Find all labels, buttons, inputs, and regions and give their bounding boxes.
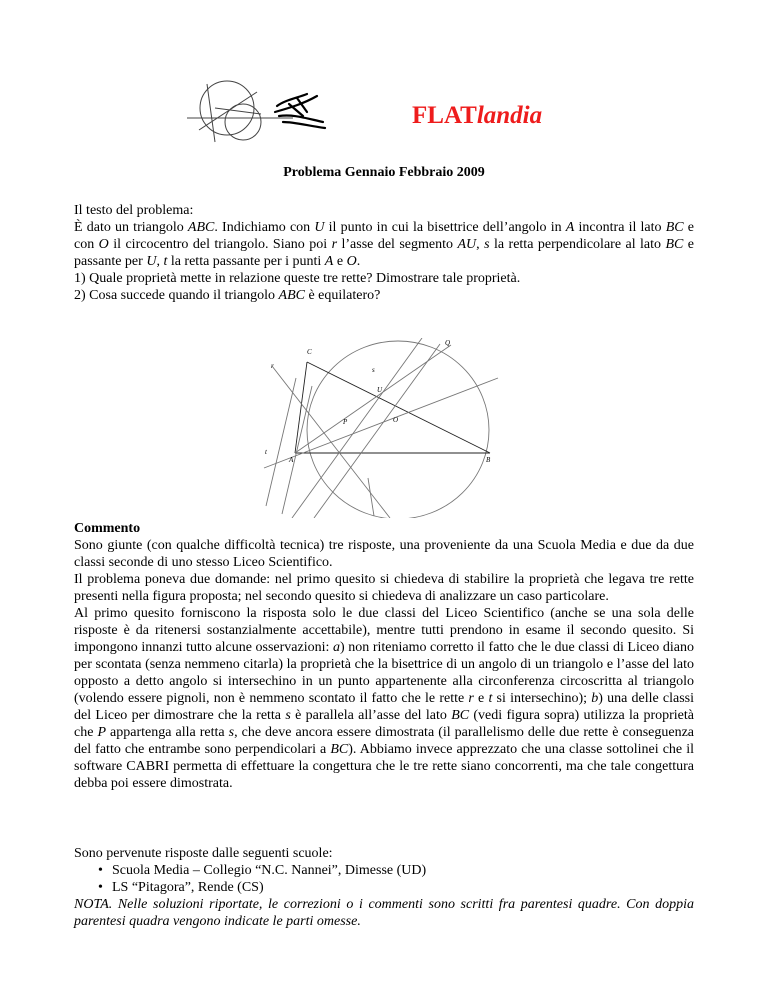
nota: NOTA. Nelle soluzioni riportate, le correzioni o i commenti sono scritti fra parentesi quadre. Con doppia parentesi quadra vengono indicate le parti omesse.	[74, 897, 694, 929]
bullet-icon: •	[98, 863, 103, 878]
problem-statement	[74, 202, 694, 304]
schools-section	[74, 845, 694, 930]
brand-title	[412, 103, 542, 128]
list-item: • Scuola Media – Collegio “N.C. Nannei”, Dimesse (UD)	[98, 863, 427, 878]
page-title: Problema Gennaio Febbraio 2009	[283, 165, 485, 180]
problem-intro: Il testo del problema:	[74, 203, 194, 218]
question-2: 2) Cosa succede quando il triangolo ABC è equilatero?	[74, 288, 381, 303]
label-c: C	[307, 348, 312, 356]
label-t: t	[265, 448, 267, 456]
side-ac	[295, 362, 307, 453]
label-q: Q	[445, 339, 451, 347]
side-line-1	[266, 378, 296, 506]
schools-intro: Sono pervenute risposte dalle seguenti scuole:	[74, 846, 333, 861]
comment-section	[74, 520, 694, 792]
label-u: U	[377, 386, 383, 394]
schools-list	[74, 862, 694, 896]
circumcircle	[307, 341, 489, 518]
label-p: P	[343, 418, 348, 426]
brand-landia: landia	[476, 102, 543, 129]
list-item: • LS “Pitagora”, Rende (CS)	[98, 880, 264, 895]
label-b: B	[486, 456, 491, 464]
label-a: A	[289, 456, 294, 464]
label-o: O	[393, 416, 399, 424]
bullet-icon: •	[98, 880, 103, 895]
label-r: r	[271, 362, 274, 370]
brand-flat: FLAT	[412, 102, 477, 129]
comment-paragraph-3: Al primo quesito forniscono la risposta solo le due classi del Liceo Scientifico (anche se una sola delle risposte è da ritenersi sostanzialmente accettabile), mentre tutti prendono in esame il secondo quesito. Si impongono innanzi tutto alcune osservazioni: a) non riteniamo corretto il fatto che le due classi di Liceo diano per scontata (senza nemmeno citarla) la proprietà che la bisettrice di un angolo di un triangolo e l’asse del lato opposto a detto angolo si intersechino in un punto appartenente alla circonferenza circoscritta al triangolo (volendo essere pignoli, non è nemmeno scontato il fatto che le rette r e t si intersechino); b) una delle classi del Liceo per dimostrare che la retta s è parallela all’asse del lato BC (vedi figura sopra) utilizza la proprietà che P appartenga alla retta s, che deve ancora essere dimostrata (il parallelismo delle due rette è conseguenza del fatto che entrambe sono perpendicolari a BC). Abbiamo invece apprezzato che una classe sottolinei che il software CABRI permetta di effettuare la congettura che le tre rette siano concorrenti, ma che tale congettura debba poi essere dimostrata.	[74, 606, 695, 791]
question-1: 1) Quale proprietà mette in relazione queste tre rette? Dimostrare tale proprietà.	[74, 271, 521, 286]
problem-body: È dato un triangolo ABC. Indichiamo con U il punto in cui la bisettrice dell’angolo in A incontra il lato BC e con O il circocentro del triangolo. Siano poi r l’asse del segmento AU, s la retta perpendicolare al lato BC e passante per U, t la retta passante per i punti A e O.	[74, 220, 695, 269]
comment-heading: Commento	[74, 521, 141, 536]
side-line-2	[282, 386, 312, 514]
flatlandia-logo	[185, 78, 335, 148]
line-s-parallel	[314, 344, 440, 518]
comment-paragraph-2: Il problema poneva due domande: nel primo quesito si chiedeva di stabilire la proprietà che legava tre rette presenti nella figura proposta; nel secondo quesito si chiedeva di analizzare un caso particolare.	[74, 572, 694, 604]
line-s	[292, 338, 422, 518]
side-bc	[307, 362, 490, 453]
comment-paragraph-1: Sono giunte (con qualche difficoltà tecnica) tre risposte, una proveniente da una Scuola Media e due da due classi seconde di uno stesso Liceo Scientifico.	[74, 538, 694, 570]
label-s: s	[372, 366, 375, 374]
geometry-figure	[262, 338, 506, 518]
vertical-line	[368, 478, 374, 516]
logo-scribble	[275, 94, 325, 128]
